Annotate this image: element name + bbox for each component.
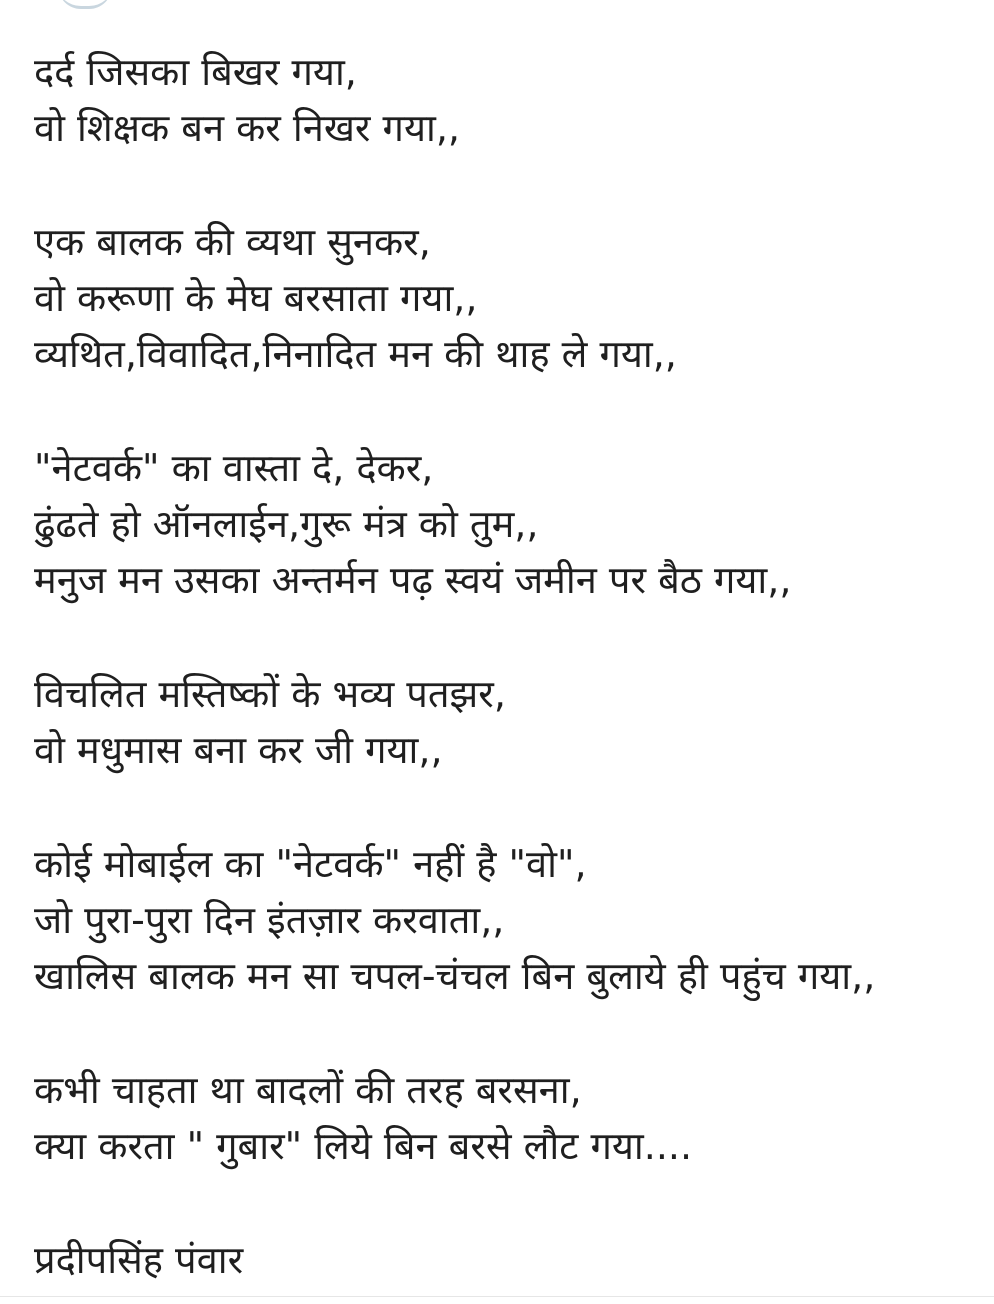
author-signature: प्रदीपसिंह पंवार <box>34 1238 244 1282</box>
stanza-3 <box>34 440 974 608</box>
bottom-divider <box>0 1296 994 1297</box>
poem-line: विचलित मस्तिष्कों के भव्य पतझर, <box>34 672 506 716</box>
stanza-2 <box>34 214 974 382</box>
poem-line: दर्द जिसका बिखर गया, <box>34 50 357 94</box>
poem-line: मनुज मन उसका अन्तर्मन पढ़ स्वयं जमीन पर बैठ गया,, <box>34 558 792 602</box>
poem-line: कभी चाहता था बादलों की तरह बरसना, <box>34 1068 582 1112</box>
poem-line: ढुंढते हो ऑनलाईन,गुरू मंत्र को तुम,, <box>34 502 539 546</box>
poem-line: कोई मोबाईल का "नेटवर्क" नहीं है "वो", <box>34 842 587 886</box>
poem-line: वो करूणा के मेघ बरसाता गया,, <box>34 276 478 320</box>
stanza-4 <box>34 666 974 778</box>
poem-body <box>34 44 974 1288</box>
top-edge-decoration <box>58 0 112 9</box>
poem-line: जो पुरा-पुरा दिन इंतज़ार करवाता,, <box>34 898 505 942</box>
poem-line: क्या करता " गुबार" लिये बिन बरसे लौट गया.... <box>34 1124 693 1168</box>
poem-line: खालिस बालक मन सा चपल-चंचल बिन बुलाये ही पहुंच गया,, <box>34 954 876 998</box>
poem-line: व्यथित,विवादित,निनादित मन की थाह ले गया,, <box>34 332 677 376</box>
stanza-5 <box>34 836 974 1004</box>
stanza-1 <box>34 44 974 156</box>
poem-line: वो मधुमास बना कर जी गया,, <box>34 728 443 772</box>
poem-line: "नेटवर्क" का वास्ता दे, देकर, <box>34 446 434 490</box>
poem-line: एक बालक की व्यथा सुनकर, <box>34 220 431 264</box>
stanza-6 <box>34 1062 974 1174</box>
poem-line: वो शिक्षक बन कर निखर गया,, <box>34 106 460 150</box>
